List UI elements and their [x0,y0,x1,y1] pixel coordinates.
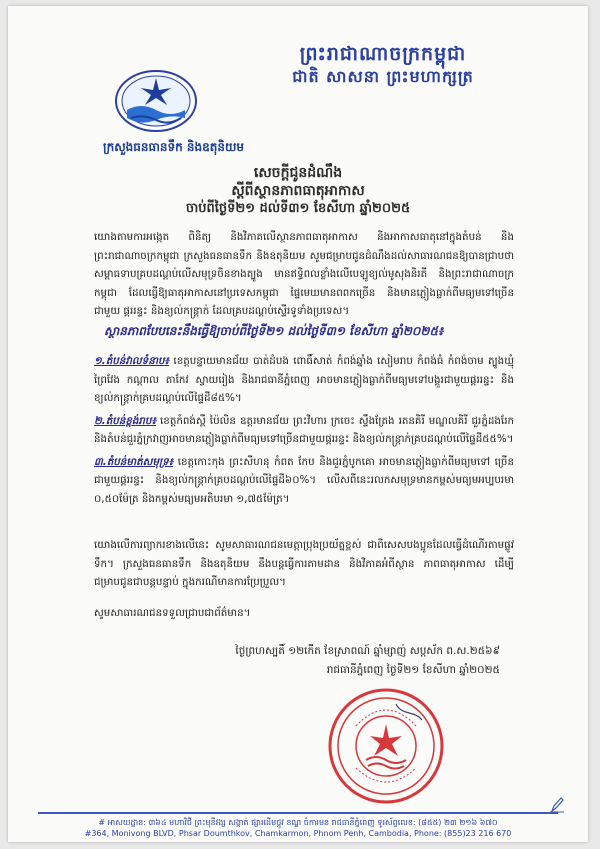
title-line-2: ស្តីពីស្ថានភាពធាតុអាកាស [231,183,365,199]
footer-divider [38,812,558,814]
official-seal [326,686,446,806]
area-coastal-label: ៣.តំបន់មាត់សមុទ្រ៖ [94,455,174,468]
thanks-line: សូមសាធារណជនទទួលជ្រាបជាព័ត៌មាន។ [94,607,251,619]
solar-date: រាជធានីភ្នំពេញ ថ្ងៃទី២១ ខែសីហា ឆ្នាំ២០២៥ [326,664,500,676]
notice-title [8,164,588,218]
forecast-subheading: ស្ថានភាពបែបនេះនឹងធ្វើឱ្យចាប់ពីថ្ងៃទី២១ ដល់ថ្ងៃទី៣១ ខែសីហា ឆ្នាំ២០២៥៖ [104,324,444,338]
closing-paragraph: យោងលើការព្យាករខាងលើនេះ សូមសាធារណជនមេត្តាប្រុងប្រយ័ត្នខ្ពស់ ជាពិសេសបងប្អូនដែលធ្វើដំណើរតាមផ្លូវទឹក។ ក្រសួងធនធានទឹក និងឧតុនិយម នឹងបន្តធ្វើការតាមដាន និងវិភាគអំពីស្ថាន ភាពធាតុអាកាស ដើម្បីជម្រាបជូនជាបន្តបន្ទាប់ ក្នុងករណីមានការប្រែប្រួល។ [94,539,514,588]
ministry-name: ក្រសួងធនធានទឹក និងឧតុនិយម [103,140,245,154]
area-lowland-text: ខេត្តបន្ទាយមានជ័យ បាត់ដំបង ពោធិ៍សាត់ កំពង់ឆ្នាំង សៀមរាប កំពង់ធំ កំពង់ចាម ត្បូងឃ្មុំ ព្រៃវែង កណ្តាល តាកែវ ស្វាយរៀង និងរាជធានីភ្នំពេញ អាចមានភ្លៀងធ្លាក់ពីមធ្យមទៅបង្គួរជាមួយផ្គររន្ទះ និង ខ្យល់កន្ត្រាក់គ្របដណ្តប់លើផ្ទៃដី៨៥%។ [94,355,514,404]
area-highland-label: ២.តំបន់ខ្ពង់រាប៖ [94,414,156,427]
ministry-logo [113,68,199,134]
area-forecast-list [94,352,514,512]
area-coastal [94,453,514,509]
area-coastal-text: ខេត្តកោះកុង ព្រះសីហនុ កំពត កែប និងជួរភ្នំបូកគោ អាចមានភ្លៀងធ្លាក់ពីមធ្យមទៅ ច្រើនជាមួយផ្គររន្ទះ និងខ្យល់កន្ត្រាក់គ្របដណ្តប់លើផ្ទៃដី៦០%។ លើសពីនេះរលកសមុទ្រមានកម្ពស់មធ្យមអប្បបរមា ០,៥០ម៉ែត្រ និងកម្ពស់មធ្យមអតិបរមា ១,៧៥ម៉ែត្រ។ [94,455,514,505]
motto-heading: ជាតិ សាសនា ព្រះមហាក្សត្រ [292,67,474,86]
date-block [235,642,500,680]
area-highland [94,412,514,449]
area-highland-text: ខេត្តកំពង់ស្ពឺ ប៉ៃលិន ឧត្តរមានជ័យ ព្រះវិហារ ក្រចេះ ស្ទឹងត្រែង រតនគិរី មណ្ឌលគិរី ជួរភ្នំដងរែក និងតំបន់ជួរភ្នំក្រវាញអាចមានភ្លៀងធ្លាក់ពីមធ្យមទៅច្រើនជាមួយផ្គររន្ទះ និងខ្យល់កន្ត្រាក់គ្របដណ្តប់លើផ្ទៃដី៥៥%។ [94,414,514,445]
title-line-1: សេចក្តីជូនដំណឹង [253,165,343,181]
kingdom-heading: ព្រះរាជាណាចក្រកម្ពុជា [299,43,467,65]
footer-address-english: #364, Monivong BLVD, Phsar Doumthkov, Chamkarmon, Phnom Penh, Cambodia, Phone: (855)23 216 670 [84,829,512,838]
footer-address-khmer: # អាសយដ្ឋាន: ៣៦៤ មហាវិថី ព្រះមុនីវង្ស សង្កាត់ ផ្សារដើមថ្កូវ ខណ្ឌ ចំការមន រាជធានីភ្នំពេញ ទូរស័ព្ទលេខ: (៨៥៥) ២៣ ២១៦ ៦៧០ [98,818,498,827]
area-lowland-label: ១.តំបន់វាលទំនាប៖ [94,355,170,367]
lunar-date: ថ្ងៃព្រហស្បតិ៍ ១២កើត ខែស្រាពណ៍ ឆ្នាំម្សាញ់ សប្តស័ក ព.ស.២៥៦៩ [235,645,500,657]
document-page [8,6,588,842]
intro-paragraph: យោងតាមការអង្កេត ពិនិត្យ និងវិភាគលើស្ថានភាពធាតុអាកាស និងអាកាសធាតុនៅក្នុងតំបន់ និង ព្រះរាជាណាចក្រកម្ពុជា ក្រសួងធនធានទឹក និងឧតុនិយម សូមជម្រាបជូនដំណឹងដល់សាធារណជនឱ្យបានជ្រាបថា សម្ពាធទាបគ្របដណ្តប់លើសមុទ្រចិនខាងត្បូង មានឥទ្ធិពលខ្លាំងលើបេឡូខ្យល់មូសុងនិរតី និងព្រះរាជាណាចក្រកម្ពុជា ដែលធ្វើឱ្យធាតុអាកាសនៅប្រទេសកម្ពុជា ផ្ទៃមេឃមានពពកច្រើន និងមានភ្លៀងធ្លាក់ពីមធ្យមទៅច្រើនជាមួយ ផ្គររន្ទះ និងខ្យល់កន្ត្រាក់ ដែលគ្របដណ្តប់ស្ទើរទូទាំងប្រទេស។ [94,231,514,317]
area-lowland [94,352,514,408]
title-line-3: ចាប់ពីថ្ងៃទី២១ ដល់ទី៣១ ខែសីហា ឆ្នាំ២០២៥ [185,201,411,216]
